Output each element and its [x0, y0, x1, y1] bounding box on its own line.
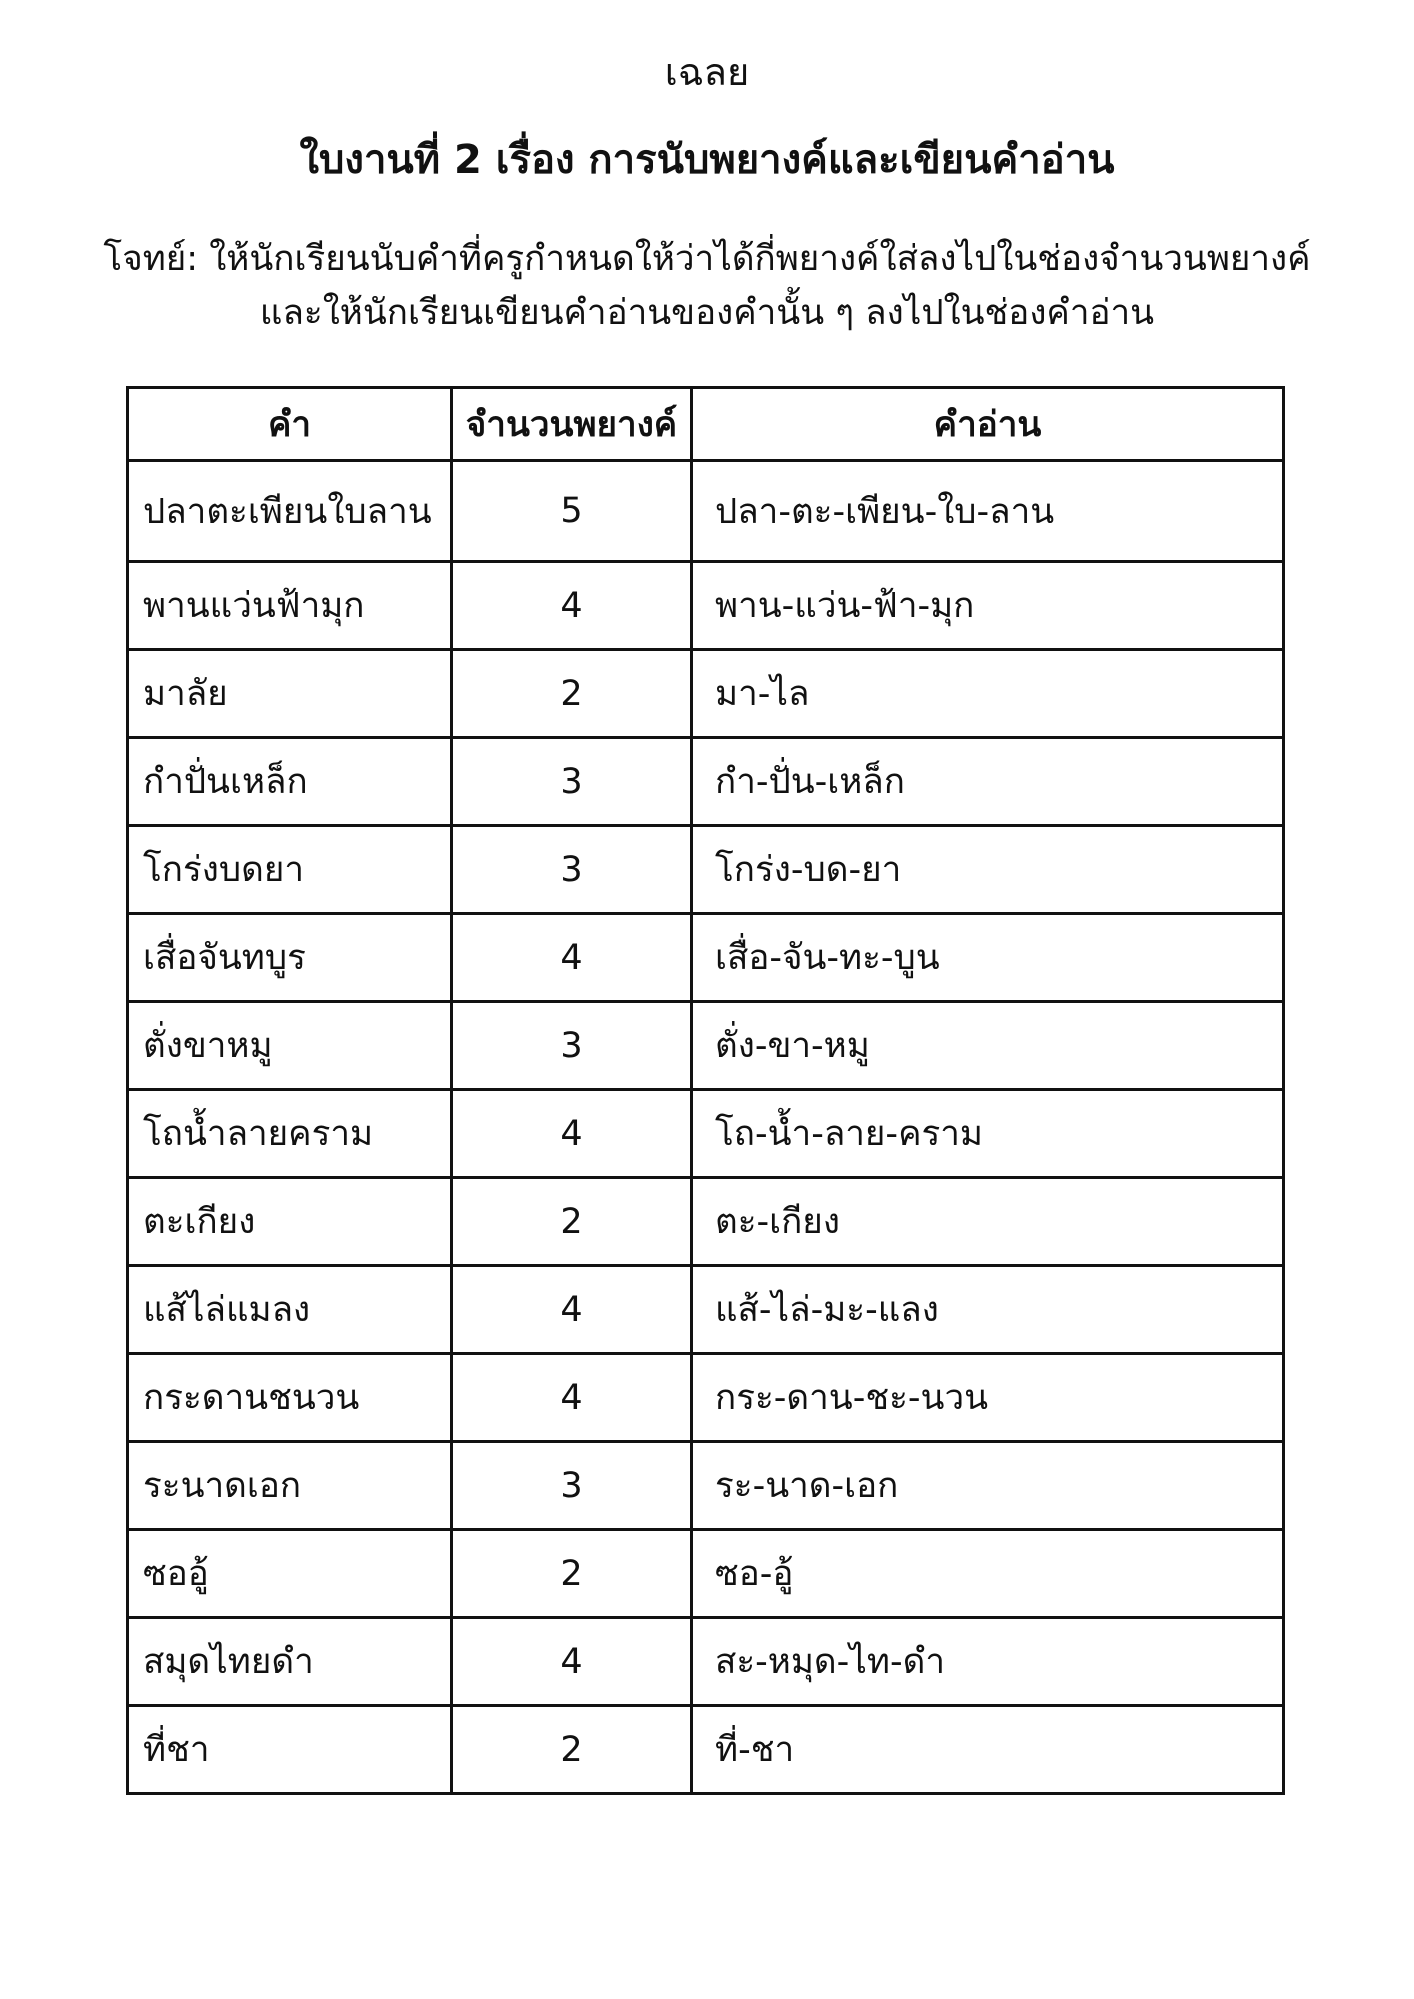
reading-cell: เสื่อ-จัน-ทะ-บูน — [692, 914, 1284, 1002]
table-row — [128, 461, 1284, 562]
table-row — [128, 1090, 1284, 1178]
table-row — [128, 1706, 1284, 1794]
table-row — [128, 1442, 1284, 1530]
reading-cell: แส้-ไล่-มะ-แลง — [692, 1266, 1284, 1354]
table-row — [128, 1266, 1284, 1354]
syllable-count-cell: 3 — [452, 1002, 692, 1090]
column-header-word: คำ — [128, 388, 452, 461]
table-row — [128, 1354, 1284, 1442]
syllable-table — [126, 386, 1285, 1795]
syllable-count-cell: 2 — [452, 650, 692, 738]
reading-cell: ตั่ง-ขา-หมู — [692, 1002, 1284, 1090]
reading-cell: กำ-ปั่น-เหล็ก — [692, 738, 1284, 826]
table-row — [128, 1530, 1284, 1618]
worksheet-title: ใบงานที่ 2 เรื่อง การนับพยางค์และเขียนคำอ่าน — [299, 137, 1115, 183]
table-body — [128, 461, 1284, 1794]
table-header-row — [128, 388, 1284, 461]
table-row — [128, 1002, 1284, 1090]
word-cell: เสื่อจันทบูร — [128, 914, 452, 1002]
table-row — [128, 1178, 1284, 1266]
syllable-count-cell: 2 — [452, 1530, 692, 1618]
syllable-count-cell: 3 — [452, 1442, 692, 1530]
table-row — [128, 914, 1284, 1002]
reading-cell: โถ-น้ำ-ลาย-คราม — [692, 1090, 1284, 1178]
syllable-count-cell: 5 — [452, 461, 692, 562]
syllable-count-cell: 4 — [452, 1354, 692, 1442]
column-header-syllable-count: จำนวนพยางค์ — [452, 388, 692, 461]
reading-cell: สะ-หมุด-ไท-ดำ — [692, 1618, 1284, 1706]
reading-cell: ตะ-เกียง — [692, 1178, 1284, 1266]
table-row — [128, 738, 1284, 826]
column-header-reading: คำอ่าน — [692, 388, 1284, 461]
reading-cell: ที่-ชา — [692, 1706, 1284, 1794]
word-cell: กำปั่นเหล็ก — [128, 738, 452, 826]
syllable-count-cell: 4 — [452, 914, 692, 1002]
word-cell: โกร่งบดยา — [128, 826, 452, 914]
reading-cell: พาน-แว่น-ฟ้า-มุก — [692, 562, 1284, 650]
answer-key-label: เฉลย — [664, 50, 750, 94]
word-cell: ระนาดเอก — [128, 1442, 452, 1530]
table-row — [128, 826, 1284, 914]
syllable-count-cell: 3 — [452, 738, 692, 826]
reading-cell: ระ-นาด-เอก — [692, 1442, 1284, 1530]
syllable-count-cell: 2 — [452, 1178, 692, 1266]
reading-cell: ปลา-ตะ-เพียน-ใบ-ลาน — [692, 461, 1284, 562]
word-cell: ตั่งขาหมู — [128, 1002, 452, 1090]
reading-cell: ซอ-อู้ — [692, 1530, 1284, 1618]
word-cell: กระดานชนวน — [128, 1354, 452, 1442]
word-cell: โถน้ำลายคราม — [128, 1090, 452, 1178]
instruction-text — [40, 232, 1374, 340]
table-row — [128, 562, 1284, 650]
word-cell: สมุดไทยดำ — [128, 1618, 452, 1706]
instruction-line-1: โจทย์: ให้นักเรียนนับคำที่ครูกำหนดให้ว่าได้กี่พยางค์ใส่ลงไปในช่องจำนวนพยางค์ — [103, 239, 1311, 279]
word-cell: พานแว่นฟ้ามุก — [128, 562, 452, 650]
instruction-line-2: และให้นักเรียนเขียนคำอ่านของคำนั้น ๆ ลงไปในช่องคำอ่าน — [259, 293, 1155, 333]
syllable-count-cell: 4 — [452, 1090, 692, 1178]
table-row — [128, 650, 1284, 738]
table-row — [128, 1618, 1284, 1706]
word-cell: ตะเกียง — [128, 1178, 452, 1266]
syllable-count-cell: 4 — [452, 1266, 692, 1354]
word-cell: ปลาตะเพียนใบลาน — [128, 461, 452, 562]
reading-cell: โกร่ง-บด-ยา — [692, 826, 1284, 914]
word-cell: มาลัย — [128, 650, 452, 738]
word-cell: ที่ชา — [128, 1706, 452, 1794]
syllable-count-cell: 3 — [452, 826, 692, 914]
word-cell: ซออู้ — [128, 1530, 452, 1618]
word-cell: แส้ไล่แมลง — [128, 1266, 452, 1354]
syllable-count-cell: 2 — [452, 1706, 692, 1794]
reading-cell: กระ-ดาน-ชะ-นวน — [692, 1354, 1284, 1442]
reading-cell: มา-ไล — [692, 650, 1284, 738]
syllable-count-cell: 4 — [452, 562, 692, 650]
syllable-count-cell: 4 — [452, 1618, 692, 1706]
